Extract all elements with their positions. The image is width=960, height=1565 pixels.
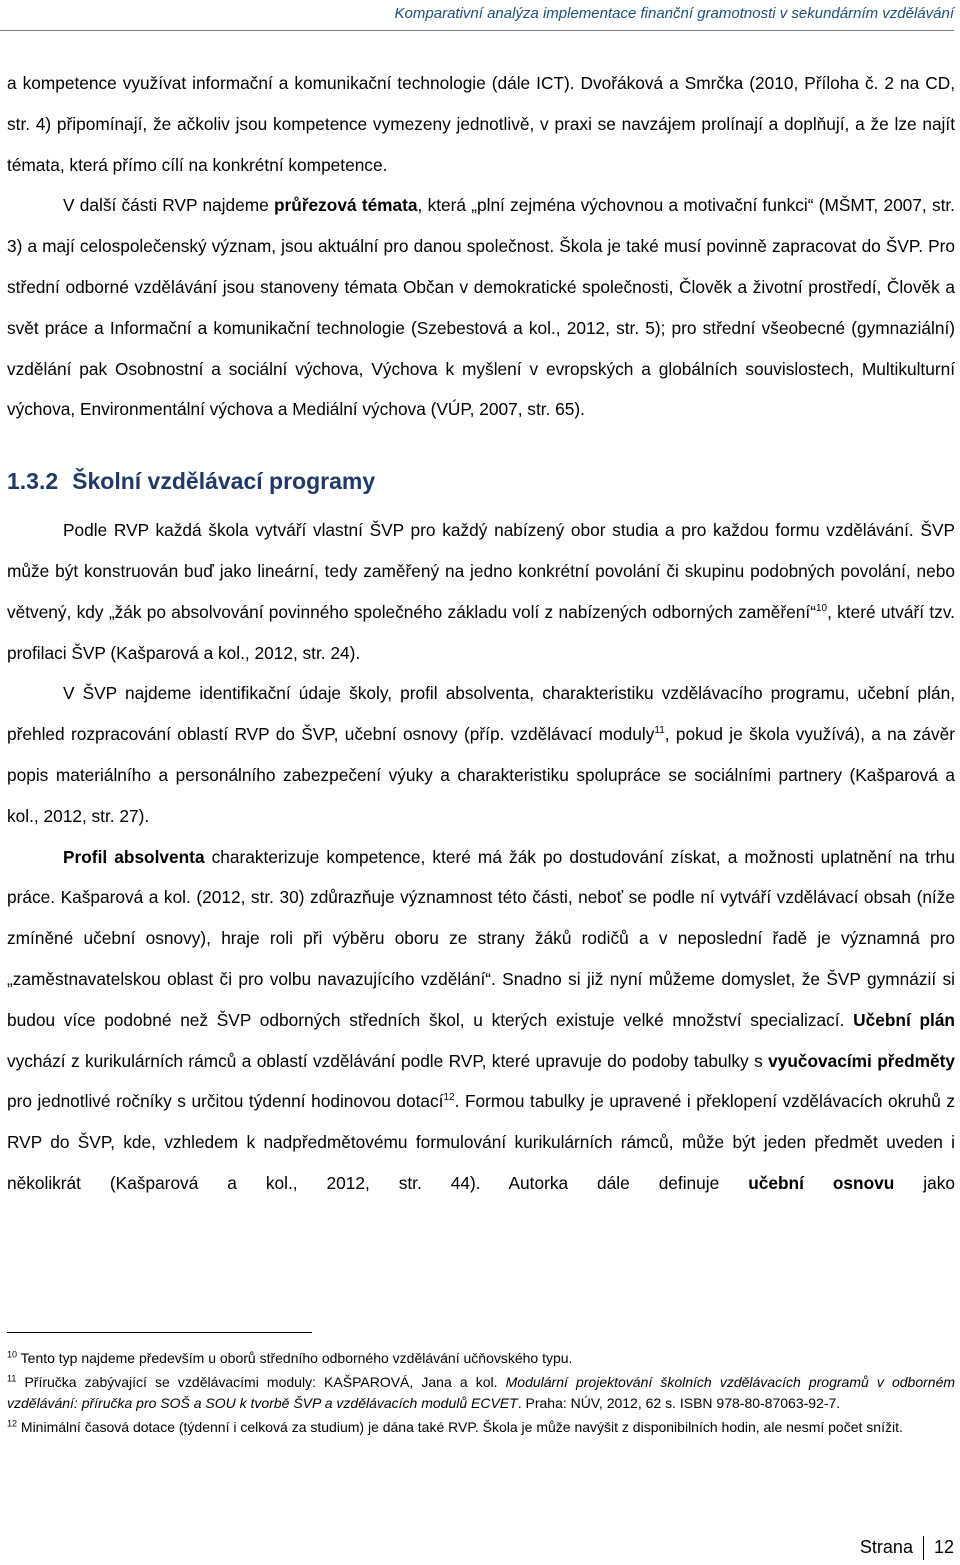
paragraph-cross-curricular	[7, 185, 955, 430]
footnote-11	[7, 1372, 955, 1414]
footnote-number: 12	[7, 1418, 18, 1429]
text-run: V ŠVP najdeme identifikační údaje školy, profil absolventa, charakteristiku vzdělávacího programu, učební plán, přehled rozpracování oblastí RVP do ŠVP, učební osnovy (příp. vzdělávací moduly	[7, 683, 955, 745]
text-run: V další části RVP najdeme	[63, 195, 274, 216]
footnote-separator	[7, 1332, 312, 1333]
footnote-book-title: Modulární projektování školních vzdělávacích programů v odborném vzdělávání: příručka pro SOŠ a SOU k tvorbě ŠVP a vzdělávacích modulů ECVET	[7, 1374, 956, 1411]
header-title: Komparativní analýza implementace finanční gramotnosti v sekundárním vzdělávání	[394, 5, 954, 22]
text-run: , pokud je škola využívá), a na závěr popis materiálního a personálního zabezpečení výuky a charakteristiku spolupráce se sociálními partnery (Kašparová a kol., 2012, str. 27).	[7, 724, 955, 826]
bold-term-profil-absolventa: Profil absolventa	[63, 846, 205, 867]
bold-term-prurezova-temata: průřezová témata	[273, 195, 418, 216]
bold-term-ucebni-osnova: učební osnovu	[748, 1172, 895, 1193]
text-run: , která „plní zejména výchovnou a motivační funkci“ (MŠMT, 2007, str. 3) a mají celospolečenský význam, jsou aktuální pro danou společnost. Škola je také musí povinně zapracovat do ŠVP. Pro střední odborné vzdělávání jsou stanoveny témata Občan v demokratické společnosti, Člověk a životní prostředí, Člověk a svět práce a Informační a komunikační technologie (Szebestová a kol., 2012, str. 5); pro střední všeobecné (gymnaziální) vzdělání pak Osobnostní a sociální výchova, Výchova k myšlení v evropských a globálních souvislostech, Multikulturní výchova, Environmentální výchova a Mediální výchova (VÚP, 2007, str. 65).	[7, 195, 955, 420]
footnote-ref-12[interactable]: 12	[443, 1092, 455, 1104]
footnote-ref-11[interactable]: 11	[654, 725, 665, 737]
footnotes	[7, 1348, 955, 1441]
running-header	[0, 0, 954, 31]
bold-term-vyucovaci-predmety: vyučovacími předměty	[768, 1050, 956, 1071]
text-run: pro jednotlivé ročníky s určitou týdenní hodinovou dotací	[7, 1091, 444, 1112]
page-footer	[0, 1535, 954, 1560]
footnote-10	[7, 1348, 955, 1369]
section-number: 1.3.2	[7, 468, 59, 495]
section-title: Školní vzdělávací programy	[72, 468, 376, 495]
footnote-number: 10	[7, 1349, 18, 1360]
text-run: vychází z kurikulárních rámců a oblastí vzdělávání podle RVP, které upravuje do podoby tabulky s	[7, 1050, 769, 1071]
page-number: 12	[933, 1537, 954, 1557]
footnote-12	[7, 1417, 955, 1438]
text-run: Podle RVP každá škola vytváří vlastní ŠVP pro každý nabízený obor studia a pro každou formu vzdělávání. ŠVP může být konstruován buď jako lineární, tedy zaměřený na jedno konkrétní povolání či skupinu podobných povolání, nebo větvený, kdy „žák po absolvování povinného společného základu volí z nabízených odborných zaměření“	[7, 520, 955, 622]
footnote-ref-10[interactable]: 10	[815, 603, 828, 614]
footnote-number: 11	[7, 1373, 17, 1384]
bold-term-ucebni-plan: Učební plán	[853, 1009, 955, 1030]
footnote-text: Minimální časová dotace (týdenní i celková za studium) je dána také RVP. Škola je může navýšit z disponibilních hodin, ale nesmí počet snížit.	[17, 1419, 903, 1435]
text-run: jako	[894, 1172, 955, 1193]
footer-separator	[923, 1536, 924, 1560]
paragraph-graduate-profile	[7, 837, 955, 1204]
page-label: Strana	[859, 1537, 913, 1557]
footnote-text: . Praha: NÚV, 2012, 62 s. ISBN 978-80-87063-92-7.	[517, 1395, 841, 1411]
footnote-text: Tento typ najdeme především u oborů středního odborného vzdělávání učňovského typu.	[17, 1350, 573, 1366]
section-heading	[7, 464, 955, 498]
page-body	[7, 63, 955, 1204]
text-run: , které utváří tzv. profilaci ŠVP (Kašparová a kol., 2012, str. 24).	[7, 601, 955, 663]
footnote-text: Příručka zabývající se vzdělávacími moduly: KAŠPAROVÁ, Jana a kol.	[16, 1374, 506, 1390]
paragraph-svp-contents	[7, 673, 955, 836]
text-run: charakterizuje kompetence, které má žák po dostudování získat, a možnosti uplatnění na trhu práce. Kašparová a kol. (2012, str. 30) zdůrazňuje významnost této části, neboť se podle ní vytváří vzdělávací obsah (níže zmíněné učební osnovy), hraje roli při výběru oboru ze strany žáků rodičů a v neposlední řadě je významná pro „zaměstnavatelskou oblast či pro volbu navazujícího vzdělání“. Snadno si již nyní můžeme domyslet, že ŠVP gymnázií si budou více podobné než ŠVP odborných středních škol, u kterých existuje velké množství specializací.	[7, 846, 955, 1030]
paragraph-svp-intro	[7, 510, 955, 673]
paragraph-competences: a kompetence využívat informační a komunikační technologie (dále ICT). Dvořáková a Smrčka (2010, Příloha č. 2 na CD, str. 4) připomínají, že ačkoliv jsou kompetence vymezeny jednotlivě, v praxi se navzájem prolínají a doplňují, a že lze najít témata, která přímo cílí na konkrétní kompetence.	[7, 73, 955, 175]
text-run: . Formou tabulky je upravené i překlopení vzdělávacích okruhů z RVP do ŠVP, kde, vzhledem k nadpředmětovému formulování kurikulárních rámců, může být jeden předmět uveden i několikrát (Kašparová a kol., 2012, str. 44). Autorka dále definuje	[7, 1091, 955, 1193]
